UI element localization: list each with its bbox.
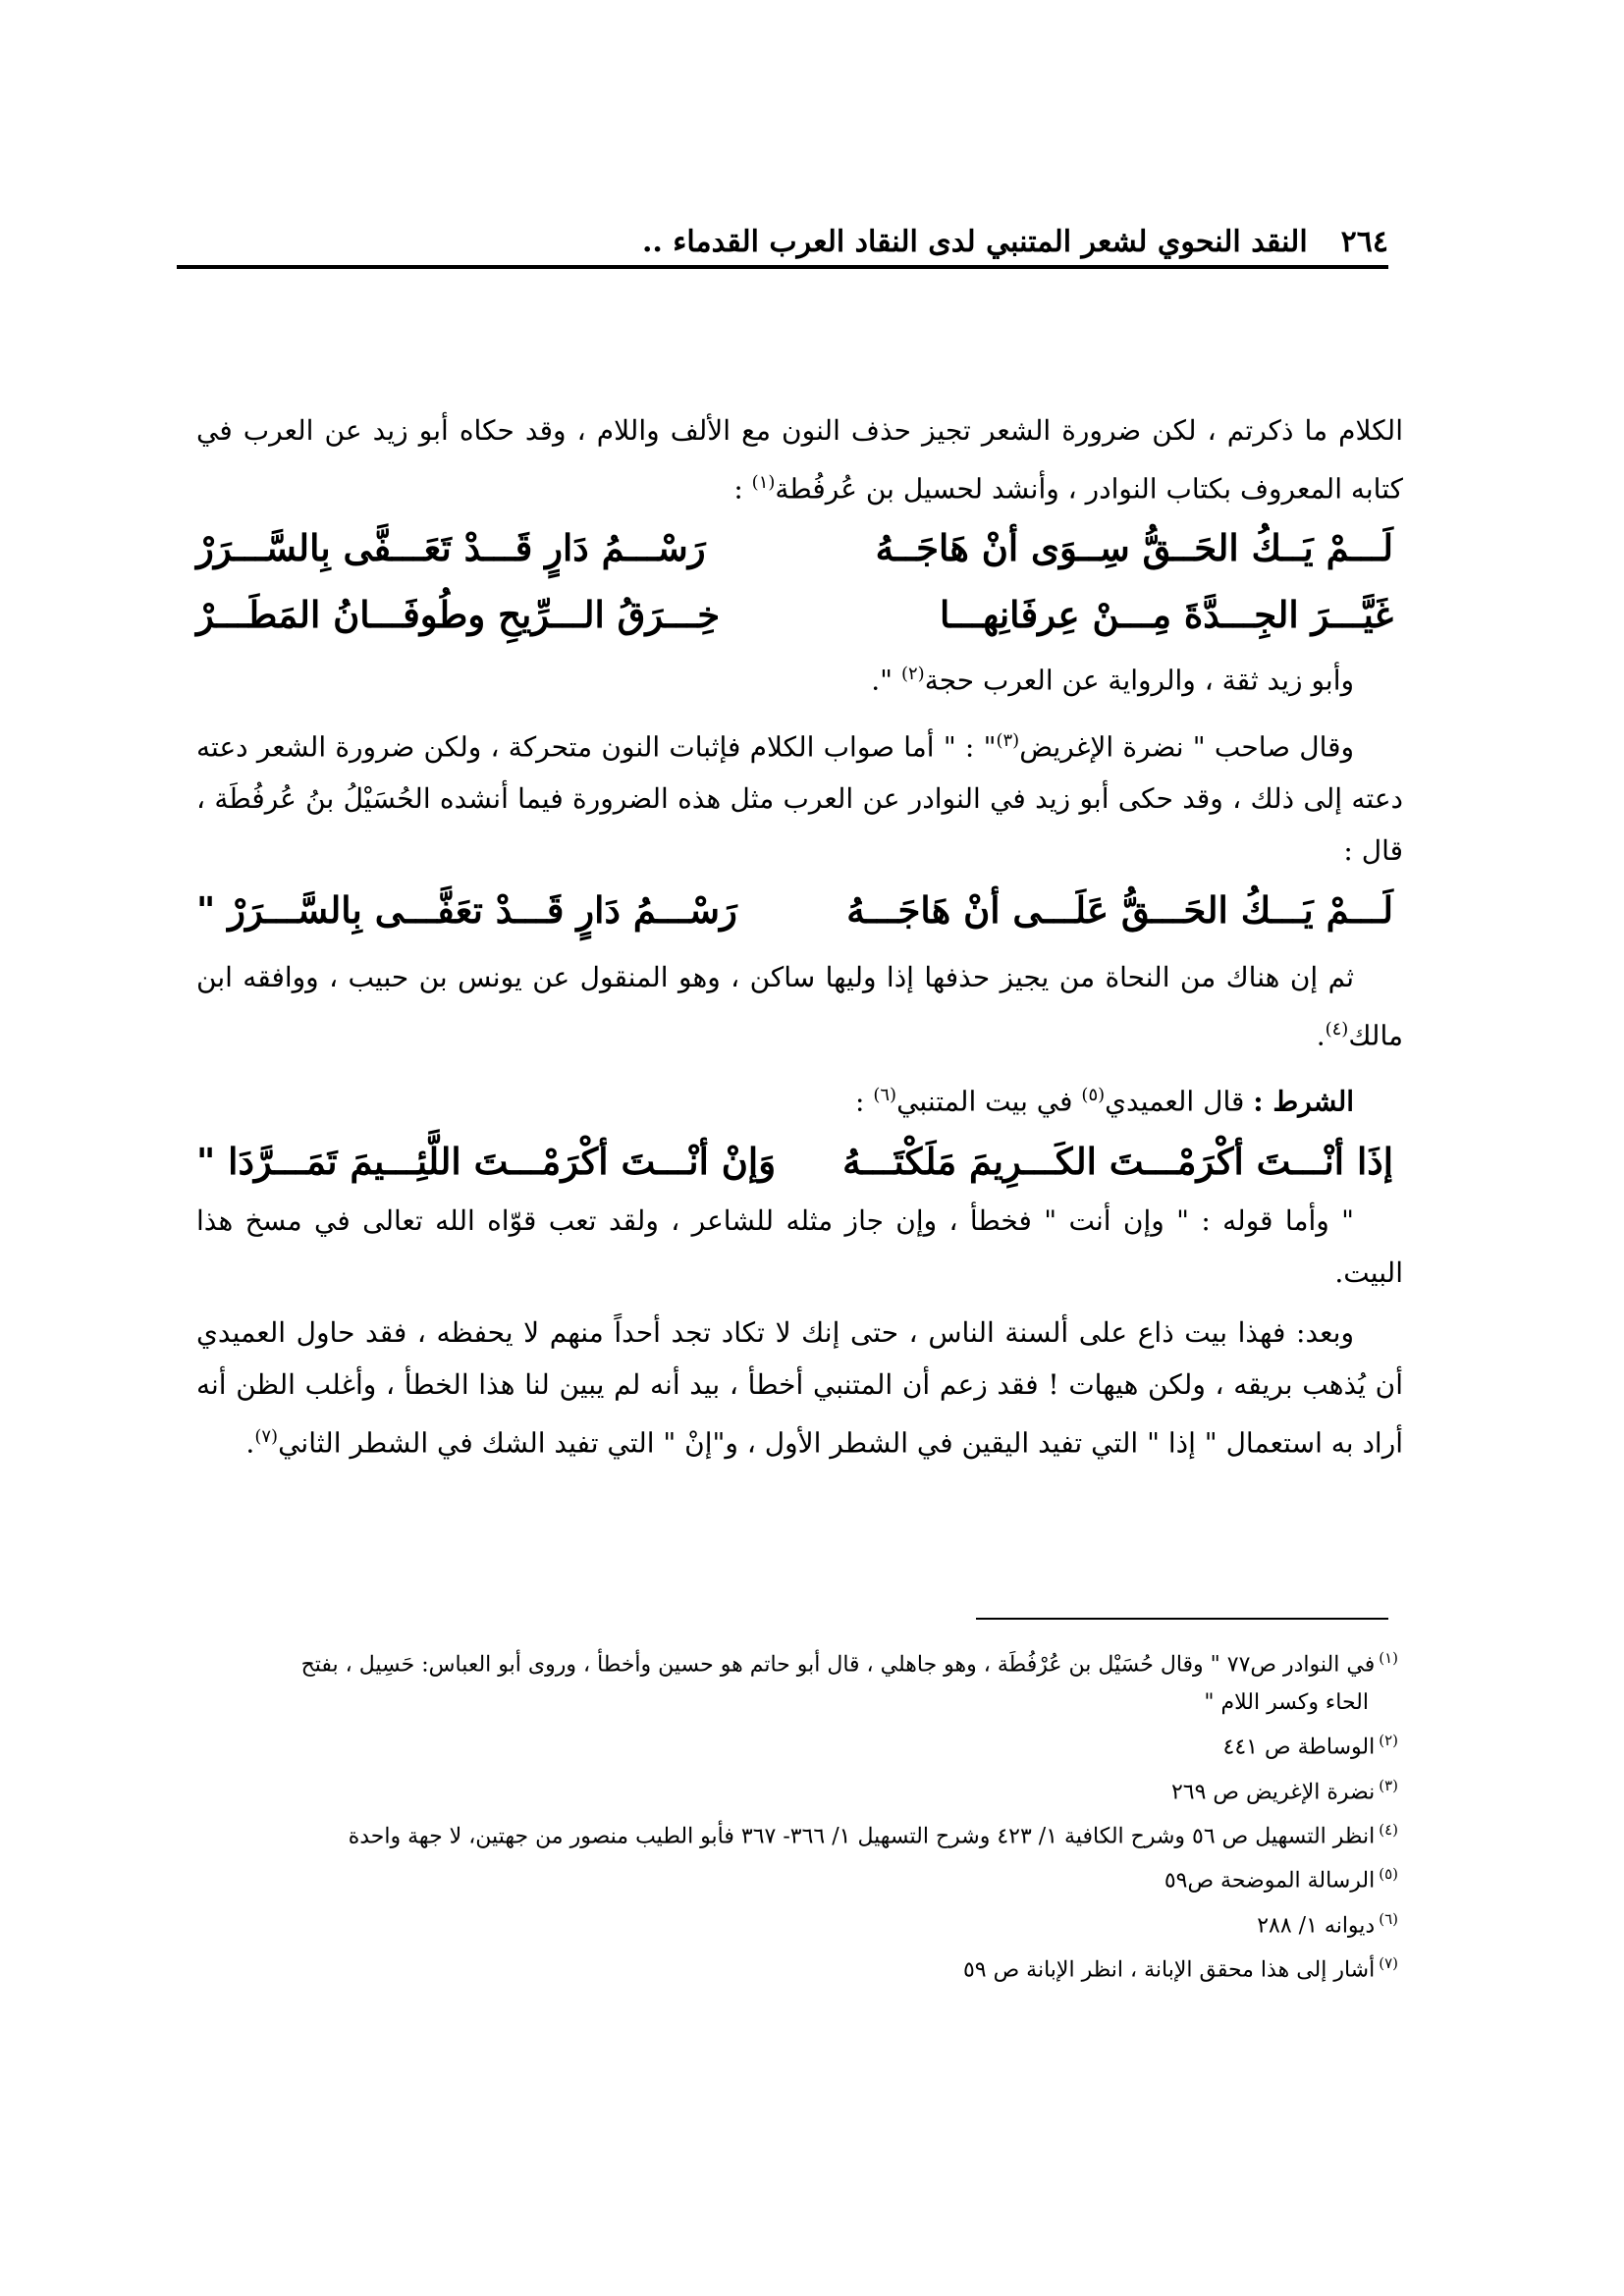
footnote-ref-6[interactable]: (٦) — [873, 1085, 897, 1106]
paragraph-1-end: : — [733, 472, 752, 506]
footnote-2 — [196, 1722, 1398, 1766]
footnote-number: (٧) — [1379, 1953, 1398, 1972]
footnote-ref-2[interactable]: (٢) — [900, 664, 925, 685]
verse-2-first-hemistich: غَيَّـــرَ الجِـــدَّةَ مِـــنْ عِرفَانِهـــا — [940, 593, 1393, 637]
footnote-text: نضرة الإغريض ص ٢٦٩ — [1170, 1779, 1376, 1804]
footnote-number: (٦) — [1379, 1909, 1398, 1928]
paragraph-1-text: الكلام ما ذكرتم ، لكن ضرورة الشعر تجيز حذف النون مع الألف واللام ، وقد حكاه أبو زيد عن العرب في كتابه المعروف بكتاب النوادر ، وأنشد لحسيل بن عُرفُطة — [196, 414, 1403, 506]
verse-line-2 — [196, 581, 1403, 648]
condition-label: الشرط : — [1253, 1085, 1354, 1118]
footnote-separator — [976, 1618, 1388, 1620]
paragraph-5 — [196, 1069, 1403, 1127]
footnote-number: (٥) — [1379, 1865, 1398, 1884]
running-header — [177, 218, 1388, 269]
main-text — [196, 404, 1403, 1468]
paragraph-3-text-b: " : " أما صواب الكلام فإثبات النون متحركة ، ولكن ضرورة الشعر دعته دعته إلى ذلك ، وقد حكى أبو زيد في النوادر عن العرب مثل هذه الضرورة فيما أنشده الحُسَيْلُ بنُ عُرفُطَة ، قال : — [196, 729, 1403, 867]
paragraph-5-end: : — [854, 1085, 874, 1118]
verse-line-1 — [196, 514, 1403, 581]
paragraph-5-text-a: قال العميدي — [1105, 1085, 1254, 1118]
footnote-number: (٤) — [1379, 1820, 1398, 1839]
footnote-number: (٣) — [1379, 1776, 1398, 1794]
footnotes — [196, 1639, 1398, 1989]
running-title: النقد النحوي لشعر المتنبي لدى النقاد العرب القدماء .. — [641, 225, 1308, 259]
footnote-text: أشار إلى هذا محقق الإبانة ، انظر الإبانة ص ٥٩ — [962, 1957, 1376, 1983]
verse-4-second-hemistich: وَإنْ أنْـــتَ أكْرَمْـــتَ اللَّئِـــيمَ تَمَـــرَّدَا " — [196, 1139, 777, 1183]
paragraph-7 — [196, 1307, 1403, 1468]
verse-2-second-hemistich: خِـــرَقُ الـــرِّيحِ وطُوفَـــانُ المَطَـــرْ — [196, 593, 721, 637]
verse-3-second-hemistich: رَسْـــمُ دَارٍ قَـــدْ تعَفَّـــى بِالسَّـــرَرْ " — [196, 887, 737, 932]
verse-1-second-hemistich: رَسْـــمُ دَارٍ قَـــدْ تَعَـــفَّى بِالسَّـــرَرْ — [196, 526, 706, 570]
footnote-ref-5[interactable]: (٥) — [1081, 1085, 1106, 1106]
footnote-text: في النوادر ص٧٧ " وقال حُسَيْل بن عُرْفُطَة ، وهو جاهلي ، قال أبو حاتم هو حسين وأخطأ ، وروى أبو العباس: حَسِيل ، بفتح — [300, 1652, 1376, 1678]
footnote-text: ديوانه ١/ ٢٨٨ — [1257, 1912, 1376, 1938]
paragraph-7-text: وبعد: فهذا بيت ذاع على ألسنة الناس ، حتى إنك لا تكاد تجد أحداً منهم لا يحفظه ، فقد حاول العميدي أن يُذهب بريقه ، ولكن هيهات ! فقد زعم أن المتنبي أخطأ ، بيد أنه لم يبين لنا هذا الخطأ ، وأغلب الظن أنه أراد به استعمال " إذا " التي تفيد اليقين في الشطر الأول ، و"إنْ " التي تفيد الشك في الشطر الثاني — [196, 1315, 1403, 1459]
paragraph-2-end: ". — [871, 664, 901, 697]
verse-line-4 — [196, 1128, 1403, 1195]
paragraph-6 — [196, 1195, 1403, 1299]
footnote-number: (٢) — [1379, 1732, 1398, 1750]
footnote-text: الوساطة ص ٤٤١ — [1222, 1735, 1376, 1760]
footnote-ref-3[interactable]: (٣) — [996, 729, 1020, 751]
footnote-4 — [196, 1811, 1398, 1855]
footnote-text: الرسالة الموضحة ص٥٩ — [1164, 1868, 1376, 1894]
paragraph-5-text-b: في بيت المتنبي — [896, 1085, 1082, 1118]
paragraph-2-text: وأبو زيد ثقة ، والرواية عن العرب حجة — [924, 664, 1354, 697]
footnote-text: الحاء وكسر اللام " — [1204, 1690, 1369, 1716]
paragraph-7-end: . — [245, 1425, 255, 1459]
page-number: ٢٦٤ — [1340, 225, 1388, 259]
footnote-3 — [196, 1767, 1398, 1811]
footnote-5 — [196, 1855, 1398, 1899]
verse-3-first-hemistich: لَـــمْ يَـــكُ الحَـــقُّ عَلَـــى أنْ هَاجَـــهُ — [846, 887, 1393, 932]
footnote-ref-1[interactable]: (١) — [751, 472, 776, 493]
footnote-1 — [196, 1639, 1398, 1683]
footnote-6 — [196, 1900, 1398, 1945]
footnote-ref-4[interactable]: (٤) — [1325, 1018, 1349, 1040]
paragraph-2 — [196, 648, 1403, 706]
footnote-7 — [196, 1945, 1398, 1989]
paragraph-1 — [196, 404, 1403, 514]
footnote-ref-7[interactable]: (٧) — [254, 1425, 279, 1447]
paragraph-4-end: . — [1316, 1019, 1326, 1052]
paragraph-3 — [196, 715, 1403, 877]
footnote-number: (١) — [1379, 1649, 1398, 1667]
verse-line-3 — [196, 877, 1403, 943]
verse-1-first-hemistich: لَـــمْ يَــكُ الحَــقُّ سِــوَى أنْ هَاجَــهُ — [875, 526, 1393, 570]
paragraph-6-text: " وأما قوله : " وإن أنت " فخطأ ، وإن جاز مثله للشاعر ، ولقد تعب قوّاه الله تعالى في مسخ هذا البيت. — [196, 1203, 1403, 1289]
paragraph-3-text-a: وقال صاحب " نضرة الإغريض — [1019, 729, 1355, 763]
verse-4-first-hemistich: إذَا أنْـــتَ أكْرَمْـــتَ الكَـــرِيمَ مَلَكْتَـــهُ — [842, 1139, 1393, 1183]
paragraph-4-text: ثم إن هناك من النحاة من يجيز حذفها إذا وليها ساكن ، وهو المنقول عن يونس بن حبيب ، ووافقه ابن مالك — [196, 960, 1403, 1052]
paragraph-4 — [196, 951, 1403, 1061]
footnote-1-continued — [196, 1683, 1398, 1722]
footnote-text: انظر التسهيل ص ٥٦ وشرح الكافية ١/ ٤٢٣ وشرح التسهيل ١/ ٣٦٦- ٣٦٧ فأبو الطيب منصور من جهتين، لا جهة واحدة — [348, 1824, 1376, 1849]
